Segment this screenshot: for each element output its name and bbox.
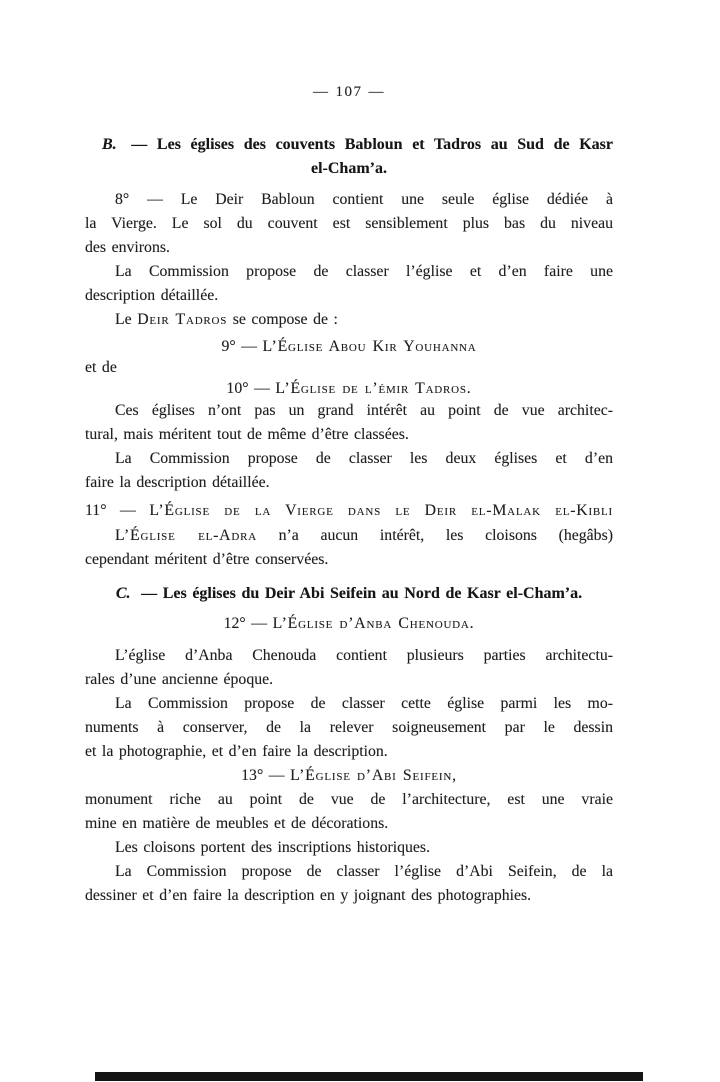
para-el-adra-line-1 — [85, 524, 613, 548]
para-anba-line-2 — [85, 668, 613, 692]
para-commission-deux-run-2-1: faire la description détaillée. — [85, 474, 270, 491]
para-monument-line-1 — [85, 788, 613, 812]
para-anba-run-1-1: L’église d’Anba Chenouda contient plusieurs parties architectu- — [115, 647, 613, 664]
line-eglise-13-run-1-2: L’Église d’Abi Seifein, — [290, 767, 457, 784]
para-ces-eglises-run-1-1: Ces églises n’ont pas un grand intérêt au point de vue architec- — [115, 402, 613, 419]
heading-11-run-1-2: L’Église de la Vierge dans le Deir el-Malak el-Kibli — [149, 502, 614, 519]
para-deir-tadros — [85, 308, 613, 332]
para-monument-run-1-1: monument riche au point de vue de l’architecture, est une vraie — [85, 791, 613, 808]
line-eglise-12-run-1-1: 12° — — [223, 615, 273, 632]
para-commission-anba-line-1 — [85, 692, 613, 716]
para-commission-babloun-line-2 — [85, 284, 613, 308]
heading-b-line-2 — [85, 157, 613, 181]
heading-c-run-1-2: — Les églises du Deir Abi Seifein au Nord de Kasr el-Cham’a. — [135, 585, 583, 602]
line-eglise-13-line-1 — [85, 764, 613, 788]
para-cloisons-run-1-1: Les cloisons portent des inscriptions historiques. — [115, 839, 431, 856]
para-commission-anba — [85, 692, 613, 764]
heading-c-line-1 — [85, 582, 613, 606]
para-commission-anba-line-2 — [85, 716, 613, 740]
para-commission-seifein — [85, 860, 613, 908]
line-et-de-line-1 — [85, 357, 613, 378]
line-eglise-10-run-1-2: L’Église de l’émir Tadros. — [275, 380, 472, 397]
para-commission-seifein-line-2 — [85, 884, 613, 908]
para-deir-tadros-run-1-1: Le — [115, 311, 138, 328]
para-commission-seifein-run-1-1: La Commission propose de classer l’église d’Abi Seifein, de la — [115, 863, 613, 880]
para-anba — [85, 644, 613, 692]
line-eglise-10-line-1 — [85, 378, 613, 399]
para-commission-babloun — [85, 260, 613, 308]
heading-c — [85, 582, 613, 606]
scan-edge-artifact — [95, 1072, 643, 1081]
para-commission-anba-line-3 — [85, 740, 613, 764]
line-eglise-12-line-1 — [85, 612, 613, 636]
para-babloun-run-2-1: la Vierge. Le sol du couvent est sensiblement plus bas du niveau — [85, 215, 613, 232]
para-commission-deux-line-1 — [85, 447, 613, 471]
line-eglise-13-run-1-1: 13° — — [241, 767, 291, 784]
para-commission-anba-run-3-1: et la photographie, et d’en faire la description. — [85, 743, 388, 760]
para-ces-eglises-run-2-1: tural, mais méritent tout de même d’être classées. — [85, 426, 409, 443]
heading-11 — [85, 499, 613, 523]
heading-11-line-1 — [85, 499, 613, 523]
line-et-de — [85, 357, 613, 378]
para-deir-tadros-line-1 — [85, 308, 613, 332]
para-ces-eglises-line-2 — [85, 423, 613, 447]
para-commission-deux-run-1-1: La Commission propose de classer les deux églises et d’en — [115, 450, 613, 467]
heading-11-run-1-1: 11° — — [85, 502, 150, 519]
para-anba-line-1 — [85, 644, 613, 668]
para-el-adra-line-2 — [85, 548, 613, 572]
heading-b-run-1-1: B. — [102, 136, 117, 153]
para-commission-seifein-line-1 — [85, 860, 613, 884]
para-babloun-run-3-1: des environs. — [85, 239, 170, 256]
line-eglise-9 — [85, 336, 613, 357]
para-monument-run-2-1: mine en matière de meubles et de décorations. — [85, 815, 389, 832]
para-babloun-line-2 — [85, 212, 613, 236]
para-monument — [85, 788, 613, 836]
line-eglise-9-run-1-2: L’Église Abou Kir Youhanna — [262, 338, 477, 355]
heading-c-run-1-1: C. — [115, 585, 131, 602]
text-column — [85, 0, 613, 908]
line-eglise-9-line-1 — [85, 336, 613, 357]
para-ces-eglises-line-1 — [85, 399, 613, 423]
para-cloisons — [85, 836, 613, 860]
line-eglise-10 — [85, 378, 613, 399]
page-number-line-1 — [85, 81, 613, 103]
line-eglise-12 — [85, 612, 613, 636]
para-el-adra — [85, 524, 613, 572]
line-et-de-run-1-1: et de — [85, 359, 117, 376]
heading-b-line-1 — [85, 133, 613, 157]
para-commission-babloun-run-1-1: La Commission propose de classer l’église et d’en faire une — [115, 263, 613, 280]
para-commission-anba-run-2-1: numents à conserver, de la relever soigneusement par le dessin — [85, 719, 613, 736]
para-commission-seifein-run-2-1: dessiner et d’en faire la description en y joignant des photographies. — [85, 887, 532, 904]
line-eglise-12-run-1-2: L’Église d’Anba Chenouda. — [272, 615, 475, 632]
para-deir-tadros-run-1-2: Deir Tadros — [137, 311, 228, 328]
page-number-run-1-1: — 107 — — [313, 84, 385, 100]
para-commission-babloun-run-2-1: description détaillée. — [85, 287, 219, 304]
line-eglise-10-run-1-1: 10° — — [226, 380, 276, 397]
para-babloun-run-1-1: 8° — Le Deir Babloun contient une seule église dédiée à — [115, 191, 613, 208]
para-monument-line-2 — [85, 812, 613, 836]
line-eglise-9-run-1-1: 9° — — [221, 338, 263, 355]
para-babloun-line-1 — [85, 188, 613, 212]
heading-b-run-2-1: el-Cham’a. — [311, 160, 387, 177]
line-eglise-13 — [85, 764, 613, 788]
para-commission-deux-line-2 — [85, 471, 613, 495]
para-deir-tadros-run-1-3: se compose de : — [227, 311, 338, 328]
para-ces-eglises — [85, 399, 613, 447]
heading-b-run-1-2: — Les églises des couvents Babloun et Tadros au Sud de Kasr — [121, 136, 613, 153]
para-anba-run-2-1: rales d’une ancienne époque. — [85, 671, 274, 688]
para-cloisons-line-1 — [85, 836, 613, 860]
page-number — [85, 81, 613, 103]
para-babloun — [85, 188, 613, 260]
para-el-adra-run-1-2: n’a aucun intérêt, les cloisons (hegâbs) — [256, 527, 613, 544]
heading-b — [85, 133, 613, 181]
para-commission-deux — [85, 447, 613, 495]
para-el-adra-run-1-1: L’Église el-Adra — [115, 527, 257, 544]
para-commission-anba-run-1-1: La Commission propose de classer cette église parmi les mo- — [115, 695, 613, 712]
para-babloun-line-3 — [85, 236, 613, 260]
para-el-adra-run-2-1: cependant méritent d’être conservées. — [85, 551, 329, 568]
para-commission-babloun-line-1 — [85, 260, 613, 284]
